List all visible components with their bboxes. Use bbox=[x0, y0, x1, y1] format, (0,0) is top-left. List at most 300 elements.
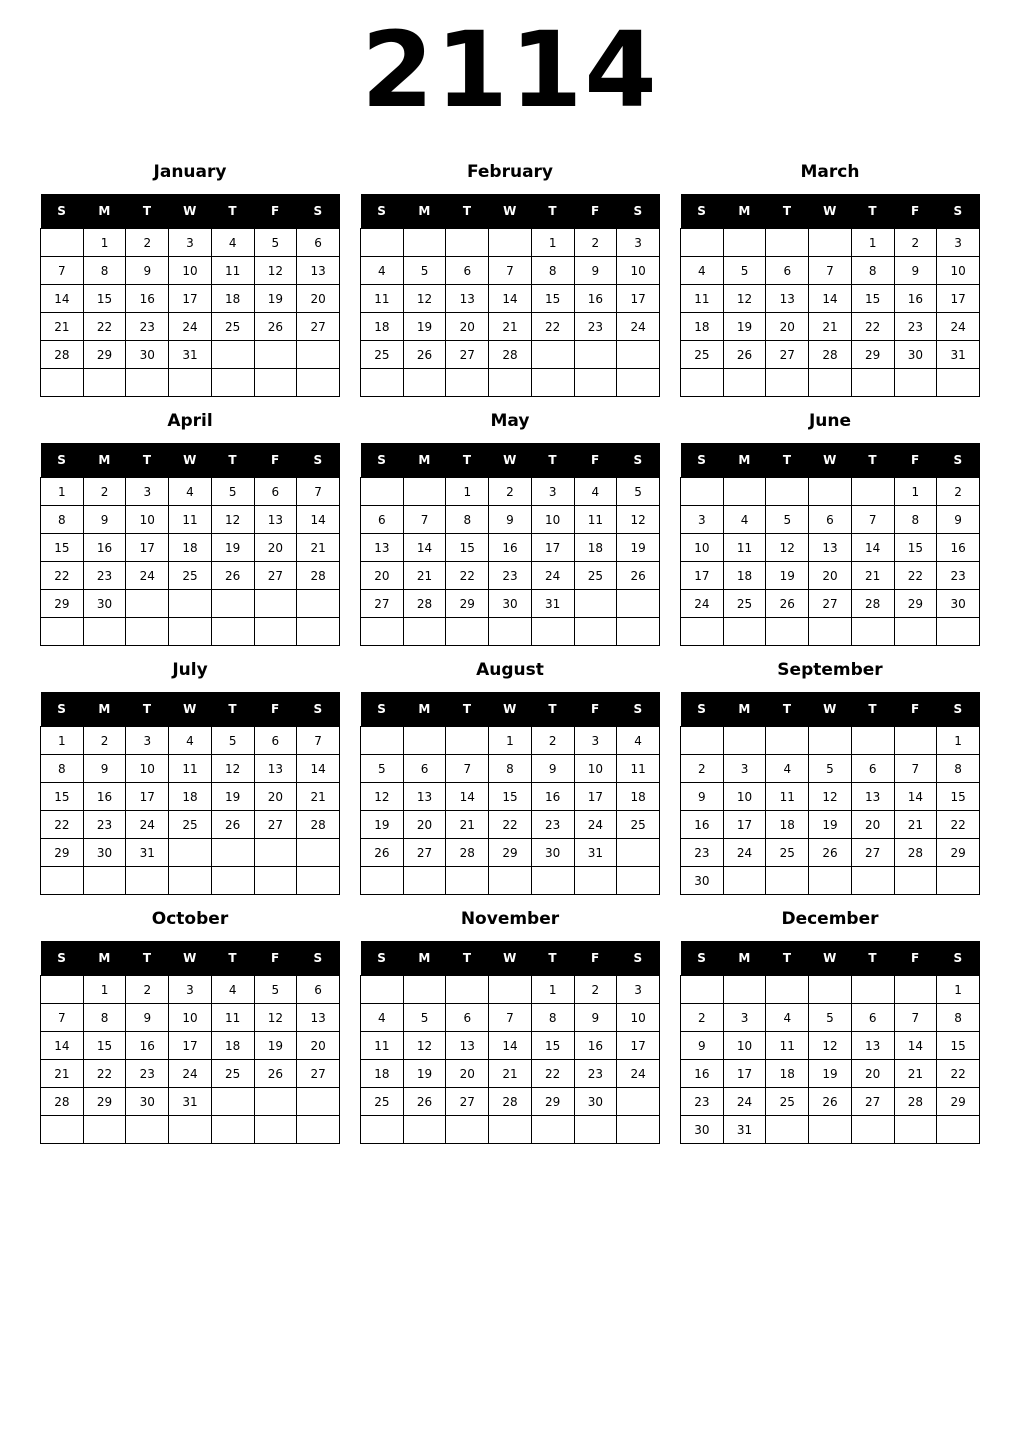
day-cell[interactable]: 5 bbox=[723, 257, 766, 285]
day-cell[interactable]: 30 bbox=[937, 590, 980, 618]
day-cell[interactable]: 19 bbox=[254, 1032, 297, 1060]
day-cell[interactable]: 18 bbox=[766, 811, 809, 839]
day-cell[interactable] bbox=[894, 867, 937, 895]
day-cell[interactable] bbox=[851, 618, 894, 646]
day-cell[interactable] bbox=[894, 1116, 937, 1144]
day-cell[interactable] bbox=[446, 229, 489, 257]
day-cell[interactable] bbox=[574, 867, 617, 895]
day-cell[interactable]: 28 bbox=[297, 562, 340, 590]
day-cell[interactable] bbox=[403, 727, 446, 755]
day-cell[interactable]: 5 bbox=[211, 478, 254, 506]
day-cell[interactable] bbox=[403, 1116, 446, 1144]
day-cell[interactable]: 19 bbox=[403, 1060, 446, 1088]
day-cell[interactable]: 13 bbox=[766, 285, 809, 313]
day-cell[interactable]: 11 bbox=[766, 783, 809, 811]
day-cell[interactable]: 28 bbox=[446, 839, 489, 867]
day-cell[interactable]: 22 bbox=[41, 811, 84, 839]
day-cell[interactable]: 4 bbox=[211, 976, 254, 1004]
day-cell[interactable]: 10 bbox=[169, 257, 212, 285]
day-cell[interactable] bbox=[361, 369, 404, 397]
day-cell[interactable] bbox=[766, 976, 809, 1004]
day-cell[interactable]: 1 bbox=[851, 229, 894, 257]
day-cell[interactable]: 20 bbox=[446, 313, 489, 341]
day-cell[interactable]: 4 bbox=[681, 257, 724, 285]
day-cell[interactable]: 20 bbox=[851, 811, 894, 839]
day-cell[interactable]: 22 bbox=[937, 1060, 980, 1088]
day-cell[interactable]: 17 bbox=[126, 783, 169, 811]
day-cell[interactable]: 16 bbox=[937, 534, 980, 562]
day-cell[interactable]: 2 bbox=[83, 478, 126, 506]
day-cell[interactable] bbox=[894, 976, 937, 1004]
day-cell[interactable]: 18 bbox=[169, 783, 212, 811]
day-cell[interactable]: 16 bbox=[574, 285, 617, 313]
day-cell[interactable]: 20 bbox=[446, 1060, 489, 1088]
day-cell[interactable]: 27 bbox=[851, 1088, 894, 1116]
day-cell[interactable]: 20 bbox=[297, 1032, 340, 1060]
day-cell[interactable]: 22 bbox=[489, 811, 532, 839]
day-cell[interactable]: 2 bbox=[681, 1004, 724, 1032]
day-cell[interactable]: 12 bbox=[617, 506, 660, 534]
day-cell[interactable]: 22 bbox=[531, 313, 574, 341]
day-cell[interactable]: 11 bbox=[361, 1032, 404, 1060]
day-cell[interactable] bbox=[361, 727, 404, 755]
day-cell[interactable]: 29 bbox=[531, 1088, 574, 1116]
day-cell[interactable]: 17 bbox=[531, 534, 574, 562]
day-cell[interactable]: 18 bbox=[211, 285, 254, 313]
day-cell[interactable]: 2 bbox=[574, 976, 617, 1004]
day-cell[interactable] bbox=[894, 727, 937, 755]
day-cell[interactable]: 21 bbox=[446, 811, 489, 839]
day-cell[interactable]: 11 bbox=[723, 534, 766, 562]
day-cell[interactable] bbox=[446, 867, 489, 895]
day-cell[interactable]: 10 bbox=[617, 1004, 660, 1032]
day-cell[interactable]: 11 bbox=[574, 506, 617, 534]
day-cell[interactable]: 4 bbox=[766, 755, 809, 783]
day-cell[interactable] bbox=[617, 839, 660, 867]
day-cell[interactable]: 11 bbox=[361, 285, 404, 313]
day-cell[interactable] bbox=[894, 618, 937, 646]
day-cell[interactable] bbox=[489, 976, 532, 1004]
day-cell[interactable]: 15 bbox=[83, 1032, 126, 1060]
day-cell[interactable]: 3 bbox=[617, 976, 660, 1004]
day-cell[interactable]: 3 bbox=[937, 229, 980, 257]
day-cell[interactable]: 6 bbox=[809, 506, 852, 534]
day-cell[interactable]: 3 bbox=[126, 727, 169, 755]
day-cell[interactable]: 5 bbox=[361, 755, 404, 783]
day-cell[interactable]: 1 bbox=[41, 478, 84, 506]
day-cell[interactable]: 28 bbox=[894, 839, 937, 867]
day-cell[interactable]: 21 bbox=[894, 811, 937, 839]
day-cell[interactable]: 9 bbox=[681, 1032, 724, 1060]
day-cell[interactable] bbox=[361, 976, 404, 1004]
day-cell[interactable]: 7 bbox=[894, 1004, 937, 1032]
day-cell[interactable]: 10 bbox=[126, 755, 169, 783]
day-cell[interactable] bbox=[681, 727, 724, 755]
day-cell[interactable]: 4 bbox=[766, 1004, 809, 1032]
day-cell[interactable]: 24 bbox=[126, 562, 169, 590]
day-cell[interactable]: 29 bbox=[851, 341, 894, 369]
day-cell[interactable]: 3 bbox=[169, 976, 212, 1004]
day-cell[interactable]: 24 bbox=[937, 313, 980, 341]
day-cell[interactable]: 8 bbox=[83, 1004, 126, 1032]
day-cell[interactable]: 28 bbox=[41, 341, 84, 369]
day-cell[interactable] bbox=[723, 618, 766, 646]
day-cell[interactable]: 23 bbox=[531, 811, 574, 839]
day-cell[interactable]: 17 bbox=[169, 285, 212, 313]
day-cell[interactable] bbox=[489, 618, 532, 646]
day-cell[interactable] bbox=[169, 839, 212, 867]
day-cell[interactable] bbox=[254, 867, 297, 895]
day-cell[interactable]: 1 bbox=[83, 976, 126, 1004]
day-cell[interactable] bbox=[254, 1116, 297, 1144]
day-cell[interactable] bbox=[766, 229, 809, 257]
day-cell[interactable]: 14 bbox=[297, 506, 340, 534]
day-cell[interactable]: 21 bbox=[41, 1060, 84, 1088]
day-cell[interactable] bbox=[126, 1116, 169, 1144]
day-cell[interactable]: 15 bbox=[937, 783, 980, 811]
day-cell[interactable]: 18 bbox=[617, 783, 660, 811]
day-cell[interactable]: 15 bbox=[41, 783, 84, 811]
day-cell[interactable] bbox=[254, 590, 297, 618]
day-cell[interactable]: 26 bbox=[254, 313, 297, 341]
day-cell[interactable] bbox=[169, 1116, 212, 1144]
day-cell[interactable]: 26 bbox=[723, 341, 766, 369]
day-cell[interactable] bbox=[851, 867, 894, 895]
day-cell[interactable]: 5 bbox=[809, 1004, 852, 1032]
day-cell[interactable] bbox=[446, 727, 489, 755]
day-cell[interactable]: 6 bbox=[446, 1004, 489, 1032]
day-cell[interactable]: 17 bbox=[126, 534, 169, 562]
day-cell[interactable] bbox=[681, 478, 724, 506]
day-cell[interactable]: 5 bbox=[254, 976, 297, 1004]
day-cell[interactable] bbox=[617, 867, 660, 895]
day-cell[interactable]: 14 bbox=[894, 1032, 937, 1060]
day-cell[interactable]: 29 bbox=[489, 839, 532, 867]
day-cell[interactable]: 26 bbox=[809, 839, 852, 867]
day-cell[interactable]: 13 bbox=[297, 1004, 340, 1032]
day-cell[interactable]: 17 bbox=[681, 562, 724, 590]
day-cell[interactable]: 15 bbox=[851, 285, 894, 313]
day-cell[interactable]: 13 bbox=[403, 783, 446, 811]
day-cell[interactable]: 3 bbox=[681, 506, 724, 534]
day-cell[interactable]: 7 bbox=[851, 506, 894, 534]
day-cell[interactable]: 21 bbox=[297, 783, 340, 811]
day-cell[interactable] bbox=[169, 369, 212, 397]
day-cell[interactable] bbox=[403, 867, 446, 895]
day-cell[interactable]: 3 bbox=[169, 229, 212, 257]
day-cell[interactable]: 10 bbox=[169, 1004, 212, 1032]
day-cell[interactable]: 23 bbox=[574, 313, 617, 341]
day-cell[interactable]: 29 bbox=[446, 590, 489, 618]
day-cell[interactable]: 27 bbox=[297, 1060, 340, 1088]
day-cell[interactable] bbox=[126, 590, 169, 618]
day-cell[interactable]: 3 bbox=[574, 727, 617, 755]
day-cell[interactable]: 27 bbox=[851, 839, 894, 867]
day-cell[interactable]: 4 bbox=[361, 257, 404, 285]
day-cell[interactable]: 4 bbox=[169, 727, 212, 755]
day-cell[interactable]: 6 bbox=[766, 257, 809, 285]
day-cell[interactable]: 12 bbox=[809, 1032, 852, 1060]
day-cell[interactable]: 12 bbox=[766, 534, 809, 562]
day-cell[interactable]: 8 bbox=[41, 755, 84, 783]
day-cell[interactable]: 15 bbox=[489, 783, 532, 811]
day-cell[interactable] bbox=[809, 478, 852, 506]
day-cell[interactable]: 15 bbox=[894, 534, 937, 562]
day-cell[interactable]: 29 bbox=[937, 1088, 980, 1116]
day-cell[interactable]: 25 bbox=[766, 839, 809, 867]
day-cell[interactable]: 24 bbox=[681, 590, 724, 618]
day-cell[interactable]: 18 bbox=[211, 1032, 254, 1060]
day-cell[interactable]: 7 bbox=[446, 755, 489, 783]
day-cell[interactable]: 5 bbox=[403, 1004, 446, 1032]
day-cell[interactable]: 27 bbox=[361, 590, 404, 618]
day-cell[interactable]: 31 bbox=[574, 839, 617, 867]
day-cell[interactable]: 4 bbox=[361, 1004, 404, 1032]
day-cell[interactable] bbox=[211, 867, 254, 895]
day-cell[interactable] bbox=[723, 369, 766, 397]
day-cell[interactable] bbox=[851, 478, 894, 506]
day-cell[interactable] bbox=[809, 867, 852, 895]
day-cell[interactable]: 7 bbox=[809, 257, 852, 285]
day-cell[interactable]: 10 bbox=[681, 534, 724, 562]
day-cell[interactable]: 23 bbox=[489, 562, 532, 590]
day-cell[interactable]: 30 bbox=[126, 341, 169, 369]
day-cell[interactable] bbox=[574, 369, 617, 397]
day-cell[interactable] bbox=[723, 976, 766, 1004]
day-cell[interactable]: 19 bbox=[766, 562, 809, 590]
day-cell[interactable]: 11 bbox=[169, 755, 212, 783]
day-cell[interactable]: 30 bbox=[531, 839, 574, 867]
day-cell[interactable]: 4 bbox=[574, 478, 617, 506]
day-cell[interactable]: 9 bbox=[489, 506, 532, 534]
day-cell[interactable]: 21 bbox=[851, 562, 894, 590]
day-cell[interactable]: 27 bbox=[446, 1088, 489, 1116]
day-cell[interactable]: 27 bbox=[766, 341, 809, 369]
day-cell[interactable]: 6 bbox=[254, 727, 297, 755]
day-cell[interactable] bbox=[254, 369, 297, 397]
day-cell[interactable] bbox=[41, 229, 84, 257]
day-cell[interactable]: 17 bbox=[617, 1032, 660, 1060]
day-cell[interactable] bbox=[41, 867, 84, 895]
day-cell[interactable] bbox=[361, 618, 404, 646]
day-cell[interactable] bbox=[41, 369, 84, 397]
day-cell[interactable] bbox=[403, 478, 446, 506]
day-cell[interactable]: 7 bbox=[41, 1004, 84, 1032]
day-cell[interactable]: 1 bbox=[894, 478, 937, 506]
day-cell[interactable] bbox=[723, 867, 766, 895]
day-cell[interactable]: 21 bbox=[403, 562, 446, 590]
day-cell[interactable]: 16 bbox=[83, 783, 126, 811]
day-cell[interactable]: 28 bbox=[851, 590, 894, 618]
day-cell[interactable] bbox=[766, 478, 809, 506]
day-cell[interactable]: 13 bbox=[446, 285, 489, 313]
day-cell[interactable]: 17 bbox=[723, 811, 766, 839]
day-cell[interactable] bbox=[446, 1116, 489, 1144]
day-cell[interactable]: 17 bbox=[723, 1060, 766, 1088]
day-cell[interactable]: 9 bbox=[126, 1004, 169, 1032]
day-cell[interactable] bbox=[894, 369, 937, 397]
day-cell[interactable]: 8 bbox=[531, 1004, 574, 1032]
day-cell[interactable] bbox=[766, 867, 809, 895]
day-cell[interactable]: 24 bbox=[617, 1060, 660, 1088]
day-cell[interactable]: 26 bbox=[211, 811, 254, 839]
day-cell[interactable] bbox=[297, 867, 340, 895]
day-cell[interactable]: 13 bbox=[361, 534, 404, 562]
day-cell[interactable]: 9 bbox=[681, 783, 724, 811]
day-cell[interactable]: 14 bbox=[446, 783, 489, 811]
day-cell[interactable]: 19 bbox=[361, 811, 404, 839]
day-cell[interactable] bbox=[937, 618, 980, 646]
day-cell[interactable] bbox=[254, 1088, 297, 1116]
day-cell[interactable] bbox=[766, 369, 809, 397]
day-cell[interactable] bbox=[254, 341, 297, 369]
day-cell[interactable]: 24 bbox=[574, 811, 617, 839]
day-cell[interactable]: 11 bbox=[766, 1032, 809, 1060]
day-cell[interactable]: 31 bbox=[126, 839, 169, 867]
day-cell[interactable]: 2 bbox=[574, 229, 617, 257]
day-cell[interactable] bbox=[446, 976, 489, 1004]
day-cell[interactable]: 21 bbox=[809, 313, 852, 341]
day-cell[interactable]: 18 bbox=[681, 313, 724, 341]
day-cell[interactable]: 19 bbox=[254, 285, 297, 313]
day-cell[interactable]: 9 bbox=[83, 755, 126, 783]
day-cell[interactable]: 1 bbox=[83, 229, 126, 257]
day-cell[interactable] bbox=[531, 1116, 574, 1144]
day-cell[interactable] bbox=[83, 1116, 126, 1144]
day-cell[interactable]: 23 bbox=[937, 562, 980, 590]
day-cell[interactable]: 9 bbox=[531, 755, 574, 783]
day-cell[interactable]: 22 bbox=[83, 1060, 126, 1088]
day-cell[interactable]: 26 bbox=[403, 1088, 446, 1116]
day-cell[interactable] bbox=[851, 1116, 894, 1144]
day-cell[interactable] bbox=[297, 369, 340, 397]
day-cell[interactable] bbox=[446, 618, 489, 646]
day-cell[interactable]: 16 bbox=[681, 1060, 724, 1088]
day-cell[interactable] bbox=[531, 341, 574, 369]
day-cell[interactable]: 27 bbox=[446, 341, 489, 369]
day-cell[interactable]: 24 bbox=[723, 839, 766, 867]
day-cell[interactable]: 29 bbox=[83, 1088, 126, 1116]
day-cell[interactable]: 24 bbox=[617, 313, 660, 341]
day-cell[interactable]: 2 bbox=[126, 229, 169, 257]
day-cell[interactable]: 20 bbox=[809, 562, 852, 590]
day-cell[interactable]: 13 bbox=[297, 257, 340, 285]
day-cell[interactable]: 13 bbox=[851, 783, 894, 811]
day-cell[interactable]: 9 bbox=[894, 257, 937, 285]
day-cell[interactable]: 7 bbox=[489, 257, 532, 285]
day-cell[interactable]: 15 bbox=[531, 1032, 574, 1060]
day-cell[interactable] bbox=[809, 229, 852, 257]
day-cell[interactable]: 27 bbox=[809, 590, 852, 618]
day-cell[interactable]: 1 bbox=[937, 727, 980, 755]
day-cell[interactable] bbox=[937, 1116, 980, 1144]
day-cell[interactable] bbox=[83, 867, 126, 895]
day-cell[interactable] bbox=[254, 618, 297, 646]
day-cell[interactable] bbox=[211, 369, 254, 397]
day-cell[interactable]: 13 bbox=[446, 1032, 489, 1060]
day-cell[interactable]: 25 bbox=[169, 562, 212, 590]
day-cell[interactable]: 17 bbox=[617, 285, 660, 313]
day-cell[interactable] bbox=[211, 1116, 254, 1144]
day-cell[interactable] bbox=[403, 229, 446, 257]
day-cell[interactable]: 31 bbox=[531, 590, 574, 618]
day-cell[interactable] bbox=[361, 478, 404, 506]
day-cell[interactable]: 12 bbox=[254, 257, 297, 285]
day-cell[interactable]: 28 bbox=[41, 1088, 84, 1116]
day-cell[interactable]: 7 bbox=[403, 506, 446, 534]
day-cell[interactable]: 11 bbox=[169, 506, 212, 534]
day-cell[interactable]: 14 bbox=[41, 1032, 84, 1060]
day-cell[interactable]: 23 bbox=[681, 1088, 724, 1116]
day-cell[interactable]: 8 bbox=[446, 506, 489, 534]
day-cell[interactable]: 8 bbox=[489, 755, 532, 783]
day-cell[interactable]: 6 bbox=[297, 229, 340, 257]
day-cell[interactable]: 10 bbox=[723, 783, 766, 811]
day-cell[interactable]: 6 bbox=[254, 478, 297, 506]
day-cell[interactable] bbox=[211, 590, 254, 618]
day-cell[interactable]: 28 bbox=[489, 1088, 532, 1116]
day-cell[interactable]: 3 bbox=[126, 478, 169, 506]
day-cell[interactable]: 11 bbox=[211, 257, 254, 285]
day-cell[interactable] bbox=[83, 369, 126, 397]
day-cell[interactable] bbox=[169, 867, 212, 895]
day-cell[interactable]: 28 bbox=[403, 590, 446, 618]
day-cell[interactable]: 12 bbox=[211, 506, 254, 534]
day-cell[interactable] bbox=[211, 618, 254, 646]
day-cell[interactable] bbox=[681, 618, 724, 646]
day-cell[interactable] bbox=[126, 867, 169, 895]
day-cell[interactable]: 5 bbox=[254, 229, 297, 257]
day-cell[interactable] bbox=[169, 618, 212, 646]
day-cell[interactable] bbox=[574, 341, 617, 369]
day-cell[interactable]: 5 bbox=[766, 506, 809, 534]
day-cell[interactable]: 22 bbox=[83, 313, 126, 341]
day-cell[interactable]: 12 bbox=[403, 285, 446, 313]
day-cell[interactable]: 19 bbox=[211, 783, 254, 811]
day-cell[interactable]: 14 bbox=[403, 534, 446, 562]
day-cell[interactable]: 14 bbox=[894, 783, 937, 811]
day-cell[interactable]: 16 bbox=[489, 534, 532, 562]
day-cell[interactable]: 8 bbox=[937, 1004, 980, 1032]
day-cell[interactable] bbox=[297, 590, 340, 618]
day-cell[interactable] bbox=[361, 229, 404, 257]
day-cell[interactable]: 28 bbox=[489, 341, 532, 369]
day-cell[interactable]: 25 bbox=[361, 1088, 404, 1116]
day-cell[interactable]: 21 bbox=[489, 1060, 532, 1088]
day-cell[interactable]: 22 bbox=[531, 1060, 574, 1088]
day-cell[interactable]: 9 bbox=[83, 506, 126, 534]
day-cell[interactable]: 2 bbox=[894, 229, 937, 257]
day-cell[interactable]: 2 bbox=[489, 478, 532, 506]
day-cell[interactable]: 30 bbox=[83, 839, 126, 867]
day-cell[interactable]: 13 bbox=[809, 534, 852, 562]
day-cell[interactable] bbox=[41, 976, 84, 1004]
day-cell[interactable]: 6 bbox=[446, 257, 489, 285]
day-cell[interactable] bbox=[211, 341, 254, 369]
day-cell[interactable]: 21 bbox=[41, 313, 84, 341]
day-cell[interactable]: 15 bbox=[937, 1032, 980, 1060]
day-cell[interactable]: 29 bbox=[83, 341, 126, 369]
day-cell[interactable]: 3 bbox=[617, 229, 660, 257]
day-cell[interactable]: 27 bbox=[254, 562, 297, 590]
day-cell[interactable]: 26 bbox=[809, 1088, 852, 1116]
day-cell[interactable]: 19 bbox=[403, 313, 446, 341]
day-cell[interactable] bbox=[169, 590, 212, 618]
day-cell[interactable] bbox=[126, 369, 169, 397]
day-cell[interactable]: 30 bbox=[574, 1088, 617, 1116]
day-cell[interactable]: 28 bbox=[894, 1088, 937, 1116]
day-cell[interactable]: 5 bbox=[403, 257, 446, 285]
